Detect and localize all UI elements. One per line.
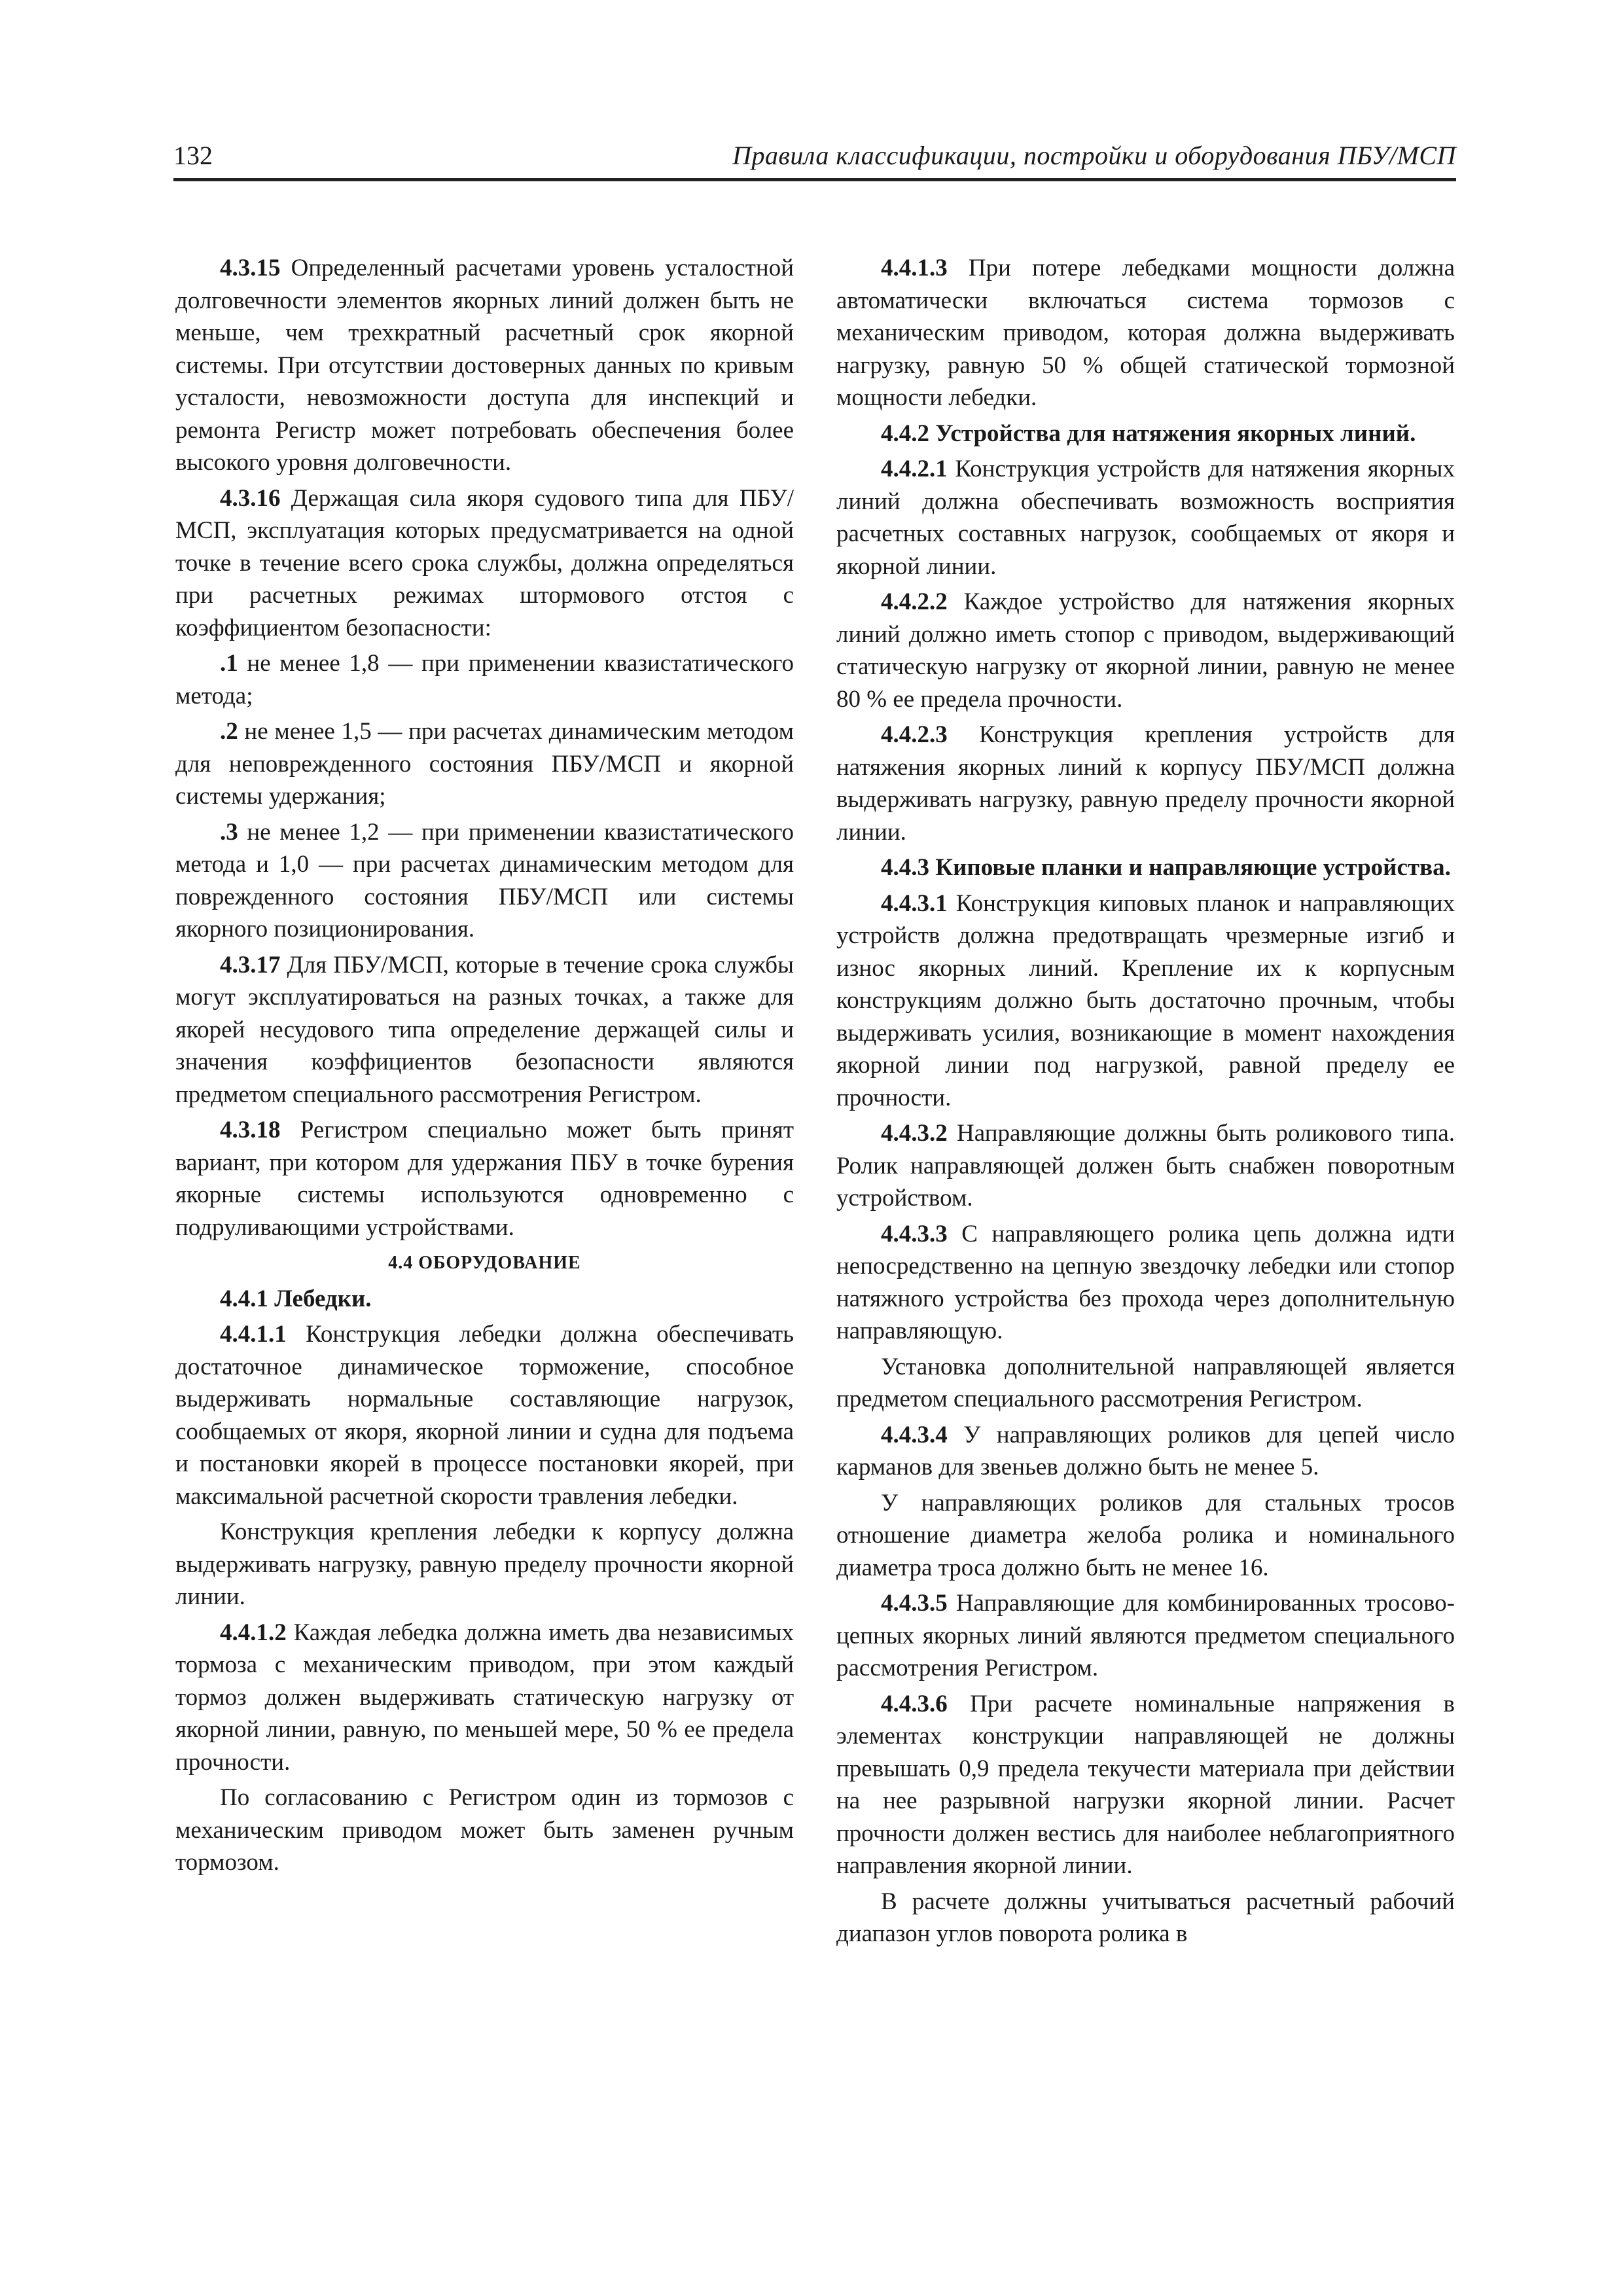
paragraph-number: 4.4.2.3: [881, 721, 948, 748]
paragraph-number: 4.4.3.5: [881, 1590, 948, 1617]
paragraph-4-4-1-3: [836, 252, 1455, 414]
list-item-1: [175, 647, 794, 712]
paragraph-4-3-17: [175, 949, 794, 1111]
paragraph-4-4-3-1: [836, 888, 1455, 1115]
paragraph-text-block: У направляющих роликов для стальных тросов отношение диаметра желоба ролика и номинального диаметра троса должно быть не менее 16.: [836, 1489, 1455, 1581]
paragraph-number: 4.4.3.1: [881, 889, 948, 917]
paragraph-4-4-3-5: [836, 1587, 1455, 1685]
paragraph-number: 4.3.16: [220, 484, 281, 512]
subsection-heading-4-4-1: 4.4.1 Лебедки.: [220, 1285, 372, 1312]
paragraph-text-block: По согласованию с Регистром один из тормозов с механическим приводом может быть заменен ручным тормозом.: [175, 1784, 794, 1876]
paragraph-number: 4.3.18: [220, 1117, 281, 1143]
paragraph-number: 4.4.1.1: [220, 1321, 287, 1348]
paragraph-text: Регистром специально может быть принят вариант, при котором для удержания ПБУ в точке бурения якорные системы используются одновременно с подруливающими устройствами.: [175, 1117, 794, 1241]
list-item-text: не менее 1,2 — при применении квазистатического метода и 1,0 — при расчетах динамическим методом для поврежденного состояния ПБУ/МСП или системы якорного позиционирования.: [175, 818, 794, 942]
paragraph-text-block: В расчете должны учитываться расчетный рабочий диапазон углов поворота ролика в: [836, 1888, 1455, 1947]
paragraph-4-3-15: [175, 252, 794, 479]
paragraph-text: У направляющих роликов для цепей число карманов для звеньев должно быть не менее 5.: [836, 1421, 1455, 1480]
paragraph-text: При потере лебедками мощности должна автоматически включаться система тормозов с механическим приводом, которая должна выдерживать нагрузку, равную 50 % общей статической тормозной мощности лебедки.: [836, 255, 1455, 411]
section-title: 4.4 ОБОРУДОВАНИЕ: [388, 1253, 581, 1273]
paragraph-text: Конструкция лебедки должна обеспечивать достаточное динамическое торможение, способное выдерживать нормальные составляющие нагрузок, сообщаемых от якоря, якорной линии и судна для подъема и постановки якорей в процессе постановки якорей, при максимальной расчетной скорости травления лебедки.: [175, 1321, 794, 1510]
paragraph-text-block: Конструкция крепления лебедки к корпусу должна выдерживать нагрузку, равную пределу прочности якорной линии.: [175, 1518, 794, 1610]
list-item-number: .3: [220, 818, 238, 846]
paragraph-number: 4.4.3.6: [881, 1690, 948, 1717]
paragraph-text: Держащая сила якоря судового типа для ПБУ/МСП, эксплуатация которых предусматривается на одной точке в течение всего срока службы, должна определяться при расчетных режимах штормового отстоя с коэффициентом безопасности:: [175, 484, 794, 641]
paragraph-4-4-2-1: [836, 453, 1455, 583]
paragraph-4-4-3-3: [836, 1218, 1455, 1348]
paragraph-number: 4.4.3.2: [881, 1120, 948, 1147]
paragraph-number: 4.4.2.1: [881, 456, 948, 482]
list-item-text: не менее 1,8 — при применении квазистатического метода;: [175, 650, 794, 709]
list-item-3: [175, 816, 794, 946]
paragraph-4-4-3-4: [836, 1419, 1455, 1484]
paragraph-text: Конструкция крепления устройств для натяжения якорных линий к корпусу ПБУ/МСП должна выдерживать нагрузку, равную пределу прочности якорной линии.: [836, 721, 1455, 846]
right-column: [836, 252, 1455, 1954]
paragraph-4-4-1-1: [175, 1318, 794, 1513]
paragraph-number: 4.4.1.3: [881, 255, 948, 281]
list-item-2: [175, 715, 794, 813]
subsection-heading-4-4-3: 4.4.3 Киповые планки и направляющие устройства.: [881, 854, 1451, 881]
paragraph-4-4-3-2: [836, 1117, 1455, 1215]
list-item-number: .1: [220, 650, 238, 677]
paragraph-number: 4.3.15: [220, 255, 281, 281]
paragraph-text: При расчете номинальные напряжения в элементах конструкции направляющей не должны превышать 0,9 предела текучести материала при действии на нее разрывной нагрузки якорной линии. Расчет прочности должен вестись для наиболее неблагоприятного направления якорной линии.: [836, 1690, 1455, 1879]
page-number: 132: [173, 141, 213, 170]
subsection-heading-4-4-2: 4.4.2 Устройства для натяжения якорных линий.: [881, 420, 1416, 447]
paragraph-4-3-16: [175, 482, 794, 645]
paragraph-number: 4.3.17: [220, 951, 281, 978]
paragraph-number: 4.4.3.3: [881, 1220, 948, 1247]
paragraph-4-4-3-6: [836, 1688, 1455, 1882]
page-header: [173, 137, 1456, 181]
paragraph-4-4-1-2: [175, 1617, 794, 1779]
list-item-text: не менее 1,5 — при расчетах динамическим методом для неповрежденного состояния ПБУ/МСП и якорной системы удержания;: [175, 718, 794, 810]
paragraph-text: Направляющие должны быть роликового типа. Ролик направляющей должен быть снабжен поворотным устройством.: [836, 1120, 1455, 1211]
running-title: Правила классификации, постройки и оборудования ПБУ/МСП: [732, 141, 1456, 170]
paragraph-number: 4.4.1.2: [220, 1619, 287, 1646]
paragraph-text-block: Установка дополнительной направляющей является предметом специального рассмотрения Регистром.: [836, 1353, 1455, 1412]
paragraph-4-4-2-3: [836, 719, 1455, 848]
left-column: [175, 252, 794, 1882]
paragraph-text: Каждое устройство для натяжения якорных линий должно иметь стопор с приводом, выдерживающий статическую нагрузку от якорной линии, равную не менее 80 % ее предела прочности.: [836, 588, 1455, 713]
list-item-number: .2: [220, 718, 238, 745]
paragraph-text: С направляющего ролика цепь должна идти непосредственно на цепную звездочку лебедки или стопор натяжного устройства без прохода через дополнительную направляющую.: [836, 1220, 1455, 1344]
paragraph-text: Направляющие для комбинированных тросово-цепных якорных линий являются предметом специального рассмотрения Регистром.: [836, 1590, 1455, 1681]
paragraph-4-3-18: [175, 1114, 794, 1244]
paragraph-text: Для ПБУ/МСП, которые в течение срока службы могут эксплуатироваться на разных точках, а также для якорей несудового типа определение держащей силы и значения коэффициентов безопасности являются предметом специального рассмотрения Регистром.: [175, 951, 794, 1108]
paragraph-number: 4.4.3.4: [881, 1421, 948, 1448]
paragraph-number: 4.4.2.2: [881, 588, 948, 615]
paragraph-4-4-2-2: [836, 586, 1455, 715]
paragraph-text: Конструкция киповых планок и направляющих устройств должна предотвращать чрезмерные изгиб и износ якорных линий. Крепление их к корпусным конструкциям должно быть достаточно прочным, чтобы выдерживать усилия, возникающие в момент нахождения якорной линии под нагрузкой, равной пределу ее прочности.: [836, 889, 1455, 1111]
paragraph-text: Определенный расчетами уровень усталостной долговечности элементов якорных линий должен быть не меньше, чем трехкратный расчетный срок якорной системы. При отсутствии достоверных данных по кривым усталости, невозможности доступа для инспекций и ремонта Регистр может потребовать обеспечения более высокого уровня долговечности.: [175, 255, 794, 476]
paragraph-text: Конструкция устройств для натяжения якорных линий должна обеспечивать возможность восприятия расчетных составных нагрузок, сообщаемых от якоря и якорной линии.: [836, 456, 1455, 580]
paragraph-text: Каждая лебедка должна иметь два независимых тормоза с механическим приводом, при этом каждый тормоз должен выдерживать статическую нагрузку от якорной линии, равную, по меньшей мере, 50 % ее предела прочности.: [175, 1619, 794, 1776]
